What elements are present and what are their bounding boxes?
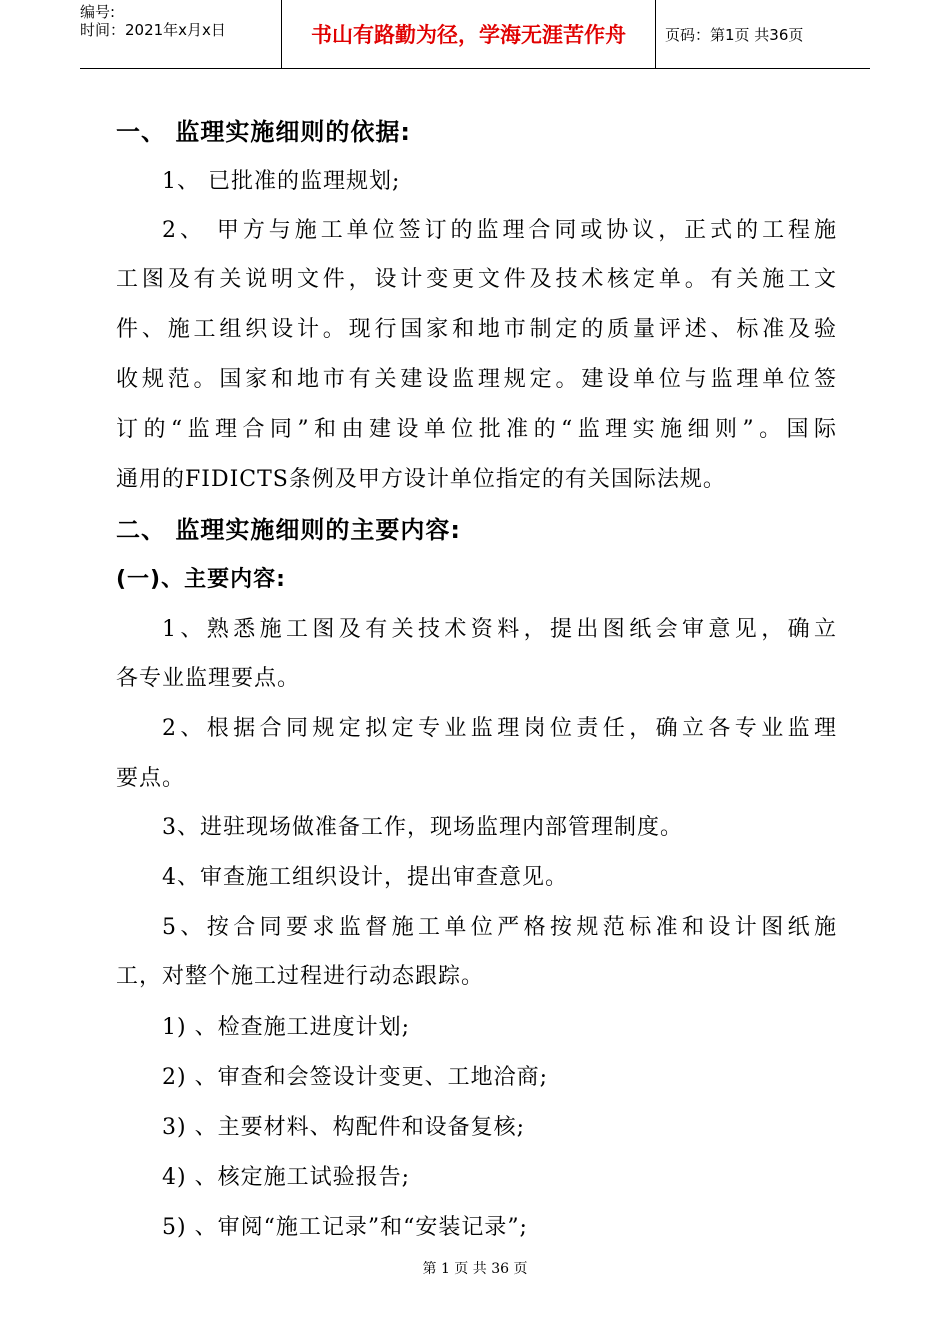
number-label: 编号: xyxy=(80,3,116,21)
paragraph-line: 1、 已批准的监理规划; xyxy=(162,169,401,194)
list-item-continuation: 要点。 xyxy=(116,766,186,791)
paragraph-line: 2、 甲方与施工单位签订的监理合同或协议，正式的工程施 xyxy=(162,218,836,243)
list-item: 3、进驻现场做准备工作，现场监理内部管理制度。 xyxy=(162,815,683,840)
list-item: 5、按合同要求监督施工单位严格按规范标准和设计图纸施 xyxy=(162,915,836,940)
sub-list-item: 1) 、检查施工进度计划; xyxy=(162,1015,410,1040)
list-item-continuation: 工，对整个施工过程进行动态跟踪。 xyxy=(116,964,485,989)
list-item: 1、熟悉施工图及有关技术资料，提出图纸会审意见，确立 xyxy=(162,617,836,642)
date-label: 时间：2021年x月x日 xyxy=(80,21,226,39)
header-meta xyxy=(80,0,281,71)
sub-list-item: 3) 、主要材料、构配件和设备复核; xyxy=(162,1115,525,1140)
paragraph-line: 收规范。国家和地市有关建设监理规定。建设单位与监理单位签 xyxy=(116,367,836,392)
header-page-info: 页码：第1页 共36页 xyxy=(665,25,804,44)
list-item: 2、根据合同规定拟定专业监理岗位责任，确立各专业监理 xyxy=(162,716,836,741)
page-header xyxy=(80,0,870,69)
paragraph-line: 通用的FIDICTS条例及甲方设计单位指定的有关国际法规。 xyxy=(116,467,726,492)
list-item: 4、审查施工组织设计，提出审查意见。 xyxy=(162,865,568,890)
page-footer: 第 1 页 共 36 页 xyxy=(422,1261,528,1277)
paragraph-line: 件、施工组织设计。现行国家和地市制定的质量评述、标准及验 xyxy=(116,317,836,342)
header-motto: 书山有路勤为径，学海无涯苦作舟 xyxy=(281,0,656,68)
paragraph-line: 工图及有关说明文件，设计变更文件及技术核定单。有关施工文 xyxy=(116,267,836,292)
section-heading-1: 一、 监理实施细则的依据: xyxy=(116,118,411,146)
sub-list-item: 2) 、审查和会签设计变更、工地洽商; xyxy=(162,1065,548,1090)
sub-list-item: 5) 、审阅“施工记录”和“安装记录”; xyxy=(162,1215,528,1240)
sub-list-item: 4) 、核定施工试验报告; xyxy=(162,1165,410,1190)
subsection-heading: (一)、主要内容: xyxy=(116,567,286,592)
section-heading-2: 二、 监理实施细则的主要内容: xyxy=(116,516,461,544)
list-item-continuation: 各专业监理要点。 xyxy=(116,666,301,691)
paragraph-line: 订的“监理合同”和由建设单位批准的“监理实施细则”。国际 xyxy=(116,417,836,442)
